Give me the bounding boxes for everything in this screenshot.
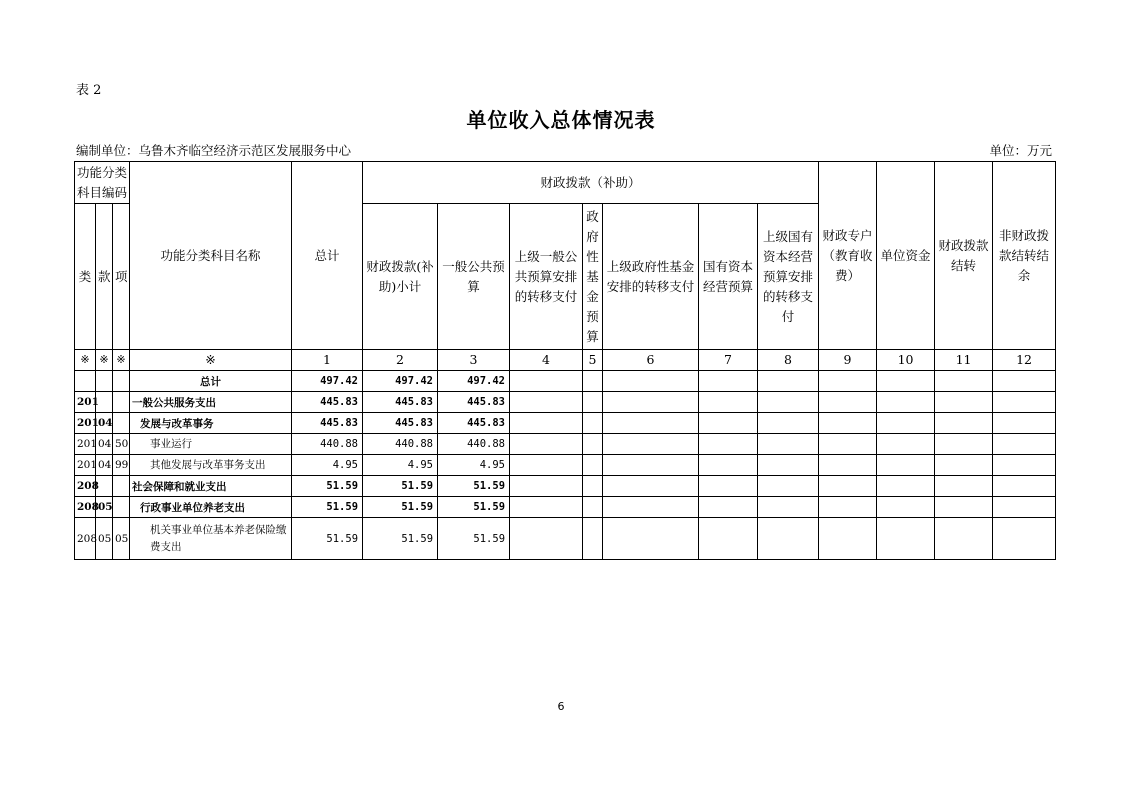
empty-cell	[877, 476, 935, 497]
general-budget-cell: 440.88	[438, 434, 510, 455]
col2-header: 财政拨款(补助)小计	[363, 204, 438, 350]
empty-cell	[935, 392, 993, 413]
empty-cell	[819, 455, 877, 476]
empty-cell	[758, 476, 819, 497]
empty-cell	[993, 392, 1056, 413]
index-cell: 2	[363, 350, 438, 371]
fiscal-subtotal-cell: 51.59	[363, 497, 438, 518]
empty-cell	[993, 434, 1056, 455]
col5-header: 政府性基金预算	[583, 204, 603, 350]
name-header: 功能分类科目名称	[130, 162, 292, 350]
header-row-1	[75, 162, 1056, 204]
section-code-cell: 04	[96, 434, 113, 455]
empty-cell	[603, 518, 699, 560]
empty-cell	[699, 497, 758, 518]
item-code-cell	[113, 392, 130, 413]
section-code-cell: 04	[96, 413, 113, 434]
empty-cell	[699, 455, 758, 476]
empty-cell	[510, 497, 583, 518]
empty-cell	[583, 434, 603, 455]
total-cell: 445.83	[292, 413, 363, 434]
total-cell: 51.59	[292, 476, 363, 497]
empty-cell	[935, 476, 993, 497]
class-code-cell: 208	[75, 476, 96, 497]
index-cell: 11	[935, 350, 993, 371]
col8-header: 上级国有资本经营预算安排的转移支付	[758, 204, 819, 350]
subject-name-cell: 一般公共服务支出	[130, 392, 292, 413]
index-cell: ※	[113, 350, 130, 371]
empty-cell	[583, 476, 603, 497]
fiscal-subtotal-cell: 51.59	[363, 518, 438, 560]
empty-cell	[699, 413, 758, 434]
total-cell: 440.88	[292, 434, 363, 455]
col3-header: 一般公共预算	[438, 204, 510, 350]
fiscal-group-header: 财政拨款（补助）	[363, 162, 819, 204]
empty-cell	[583, 392, 603, 413]
col10-header: 单位资金	[877, 162, 935, 350]
general-budget-cell: 51.59	[438, 497, 510, 518]
empty-cell	[583, 371, 603, 392]
empty-cell	[877, 392, 935, 413]
table-tag: 表 2	[76, 83, 102, 98]
empty-cell	[699, 371, 758, 392]
general-budget-cell: 445.83	[438, 413, 510, 434]
col4-header: 上级一般公共预算安排的转移支付	[510, 204, 583, 350]
empty-cell	[603, 392, 699, 413]
empty-cell	[993, 476, 1056, 497]
index-cell: 4	[510, 350, 583, 371]
empty-cell	[603, 476, 699, 497]
empty-cell	[583, 518, 603, 560]
empty-cell	[819, 413, 877, 434]
empty-cell	[603, 371, 699, 392]
empty-cell	[758, 371, 819, 392]
empty-cell	[819, 392, 877, 413]
subject-name-cell: 行政事业单位养老支出	[130, 497, 292, 518]
fiscal-subtotal-cell: 497.42	[363, 371, 438, 392]
item-code-cell: 05	[113, 518, 130, 560]
index-cell: ※	[96, 350, 113, 371]
col12-header: 非财政拨款结转结余	[993, 162, 1056, 350]
empty-cell	[603, 497, 699, 518]
empty-cell	[699, 392, 758, 413]
item-code-cell: 50	[113, 434, 130, 455]
empty-cell	[603, 455, 699, 476]
class-code-cell: 208	[75, 518, 96, 560]
empty-cell	[510, 518, 583, 560]
empty-cell	[510, 434, 583, 455]
index-cell: 9	[819, 350, 877, 371]
empty-cell	[510, 476, 583, 497]
empty-cell	[603, 413, 699, 434]
section-code-cell	[96, 371, 113, 392]
income-summary-table	[74, 161, 1056, 560]
fiscal-subtotal-cell: 445.83	[363, 413, 438, 434]
empty-cell	[699, 476, 758, 497]
empty-cell	[819, 476, 877, 497]
subject-name-cell: 总计	[130, 371, 292, 392]
empty-cell	[603, 434, 699, 455]
index-cell: 6	[603, 350, 699, 371]
empty-cell	[935, 497, 993, 518]
index-cell: 5	[583, 350, 603, 371]
table-row	[75, 392, 1056, 413]
section-code-cell: 05	[96, 518, 113, 560]
empty-cell	[877, 371, 935, 392]
empty-cell	[699, 518, 758, 560]
fiscal-subtotal-cell: 51.59	[363, 476, 438, 497]
empty-cell	[758, 518, 819, 560]
table-row	[75, 371, 1056, 392]
empty-cell	[819, 371, 877, 392]
empty-cell	[758, 434, 819, 455]
subject-name-cell: 事业运行	[130, 434, 292, 455]
general-budget-cell: 51.59	[438, 518, 510, 560]
col7-header: 国有资本经营预算	[699, 204, 758, 350]
index-cell: 8	[758, 350, 819, 371]
fiscal-subtotal-cell: 4.95	[363, 455, 438, 476]
empty-cell	[877, 518, 935, 560]
class-code-cell: 201	[75, 434, 96, 455]
class-code-cell: 201	[75, 455, 96, 476]
index-cell: 1	[292, 350, 363, 371]
col9-header: 财政专户（教育收费）	[819, 162, 877, 350]
class-code-cell: 201	[75, 413, 96, 434]
table-row	[75, 518, 1056, 560]
empty-cell	[583, 497, 603, 518]
section-code-cell: 04	[96, 455, 113, 476]
table-row	[75, 455, 1056, 476]
fiscal-subtotal-cell: 445.83	[363, 392, 438, 413]
empty-cell	[758, 392, 819, 413]
empty-cell	[819, 434, 877, 455]
section-code-cell: 05	[96, 497, 113, 518]
empty-cell	[583, 413, 603, 434]
subject-name-cell: 发展与改革事务	[130, 413, 292, 434]
empty-cell	[819, 518, 877, 560]
empty-cell	[935, 518, 993, 560]
table-row	[75, 497, 1056, 518]
item-code-cell	[113, 413, 130, 434]
empty-cell	[993, 455, 1056, 476]
subject-name-cell: 社会保障和就业支出	[130, 476, 292, 497]
total-cell: 4.95	[292, 455, 363, 476]
empty-cell	[935, 371, 993, 392]
col6-header: 上级政府性基金安排的转移支付	[603, 204, 699, 350]
currency-unit: 单位：万元	[989, 143, 1052, 158]
total-cell: 445.83	[292, 392, 363, 413]
index-row	[75, 350, 1056, 371]
general-budget-cell: 4.95	[438, 455, 510, 476]
total-cell: 497.42	[292, 371, 363, 392]
empty-cell	[877, 455, 935, 476]
empty-cell	[758, 413, 819, 434]
index-cell: ※	[130, 350, 292, 371]
index-cell: 12	[993, 350, 1056, 371]
col11-header: 财政拨款结转	[935, 162, 993, 350]
fiscal-subtotal-cell: 440.88	[363, 434, 438, 455]
table-row	[75, 476, 1056, 497]
item-code-cell	[113, 497, 130, 518]
total-header: 总计	[292, 162, 363, 350]
page-number: 6	[557, 700, 565, 713]
empty-cell	[877, 497, 935, 518]
subject-name-cell: 其他发展与改革事务支出	[130, 455, 292, 476]
item-code-cell	[113, 371, 130, 392]
index-cell: 3	[438, 350, 510, 371]
index-cell: ※	[75, 350, 96, 371]
total-cell: 51.59	[292, 518, 363, 560]
code-group-header: 功能分类科目编码	[75, 162, 130, 204]
class-code-cell: 201	[75, 392, 96, 413]
total-cell: 51.59	[292, 497, 363, 518]
empty-cell	[993, 371, 1056, 392]
general-budget-cell: 445.83	[438, 392, 510, 413]
empty-cell	[510, 392, 583, 413]
item-code-cell	[113, 476, 130, 497]
table-row	[75, 413, 1056, 434]
empty-cell	[583, 455, 603, 476]
empty-cell	[819, 497, 877, 518]
subject-name-cell: 机关事业单位基本养老保险缴费支出	[130, 518, 292, 560]
class-code-cell: 208	[75, 497, 96, 518]
empty-cell	[935, 413, 993, 434]
general-budget-cell: 51.59	[438, 476, 510, 497]
empty-cell	[993, 518, 1056, 560]
class-header: 类	[75, 204, 96, 350]
index-cell: 10	[877, 350, 935, 371]
empty-cell	[993, 413, 1056, 434]
item-code-cell: 99	[113, 455, 130, 476]
empty-cell	[877, 434, 935, 455]
compiling-unit: 编制单位：乌鲁木齐临空经济示范区发展服务中心	[76, 143, 352, 158]
section-header: 款	[96, 204, 113, 350]
empty-cell	[993, 497, 1056, 518]
empty-cell	[699, 434, 758, 455]
empty-cell	[510, 413, 583, 434]
general-budget-cell: 497.42	[438, 371, 510, 392]
empty-cell	[758, 455, 819, 476]
class-code-cell	[75, 371, 96, 392]
table-row	[75, 434, 1056, 455]
empty-cell	[935, 455, 993, 476]
empty-cell	[758, 497, 819, 518]
empty-cell	[935, 434, 993, 455]
empty-cell	[510, 455, 583, 476]
empty-cell	[877, 413, 935, 434]
empty-cell	[510, 371, 583, 392]
item-header: 项	[113, 204, 130, 350]
index-cell: 7	[699, 350, 758, 371]
page-title: 单位收入总体情况表	[466, 108, 656, 132]
